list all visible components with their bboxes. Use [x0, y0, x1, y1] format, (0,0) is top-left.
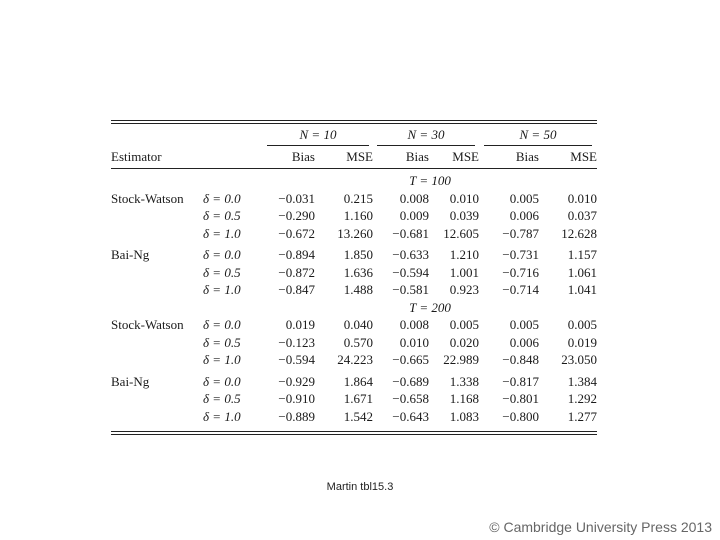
- mse-value: 1.488: [343, 282, 373, 297]
- bias-value: 0.009: [399, 208, 429, 223]
- table-header: [111, 124, 597, 169]
- table-row: [111, 264, 597, 282]
- delta-label: δ = 1.0: [203, 282, 241, 297]
- group-label-n10: N = 10: [267, 125, 368, 146]
- bias-value: −0.787: [502, 225, 539, 241]
- estimator-name: Bai-Ng: [111, 373, 150, 389]
- mse-value: 0.020: [449, 334, 479, 350]
- bias-value: −0.658: [392, 391, 429, 406]
- mse-value: 0.923: [449, 282, 479, 297]
- delta-label: δ = 0.5: [203, 208, 241, 223]
- delta-label: δ = 0.5: [203, 334, 241, 350]
- delta-label: δ = 0.0: [203, 317, 241, 332]
- bias-value: −0.817: [502, 373, 539, 389]
- mse-value: 0.010: [449, 190, 479, 206]
- table-row: [111, 408, 597, 426]
- estimator-name: Stock-Watson: [111, 190, 184, 206]
- estimator-header: Estimator: [111, 149, 162, 164]
- bias-value: −0.889: [278, 408, 315, 424]
- table-row: [111, 390, 597, 408]
- mse-value: 0.215: [343, 190, 373, 206]
- mse-value: 1.061: [567, 264, 597, 280]
- bias-header: Bias: [405, 149, 429, 164]
- table-body: [111, 169, 597, 426]
- bias-value: −0.633: [392, 247, 429, 262]
- table-row: [111, 246, 597, 264]
- table-bottom-rule: [111, 431, 597, 435]
- estimator-cell-empty: [111, 225, 203, 243]
- mse-value: 1.210: [449, 247, 479, 262]
- bias-value: −0.681: [392, 225, 429, 241]
- mse-value: 1.338: [449, 373, 479, 389]
- group-label-n50: N = 50: [484, 125, 593, 146]
- mse-value: 12.628: [561, 225, 597, 241]
- mse-value: 0.005: [567, 317, 597, 332]
- bias-value: −0.031: [278, 190, 315, 206]
- mse-value: 0.039: [449, 208, 479, 223]
- results-table: [111, 124, 597, 425]
- estimator-name: Stock-Watson: [111, 317, 184, 332]
- bias-value: −0.594: [392, 264, 429, 280]
- bias-value: −0.123: [278, 334, 315, 350]
- delta-label: δ = 1.0: [203, 352, 241, 367]
- copyright-notice: © Cambridge University Press 2013: [489, 519, 712, 535]
- mse-value: 1.001: [449, 264, 479, 280]
- section-label: T = 200: [409, 299, 451, 315]
- bias-value: −0.594: [278, 352, 315, 367]
- mse-value: 1.041: [567, 282, 597, 297]
- estimator-cell-empty: [111, 281, 203, 299]
- bias-value: −0.665: [392, 352, 429, 367]
- bias-header: Bias: [515, 149, 539, 164]
- mse-value: 1.384: [567, 373, 597, 389]
- mse-value: 22.989: [443, 352, 479, 367]
- bias-value: −0.872: [278, 264, 315, 280]
- mse-value: 0.005: [449, 317, 479, 332]
- table-row: [111, 373, 597, 391]
- estimator-cell-empty: [111, 207, 203, 225]
- estimator-cell-empty: [111, 390, 203, 408]
- bias-value: −0.894: [278, 247, 315, 262]
- mse-value: 1.168: [449, 391, 479, 406]
- bias-value: 0.005: [509, 317, 539, 332]
- table-row: [111, 190, 597, 208]
- mse-value: 1.864: [343, 373, 373, 389]
- mse-value: 24.223: [337, 352, 373, 367]
- mse-value: 1.636: [343, 264, 373, 280]
- mse-header: MSE: [452, 149, 479, 164]
- bias-value: −0.801: [502, 391, 539, 406]
- mse-value: 12.605: [443, 225, 479, 241]
- mse-value: 1.083: [449, 408, 479, 424]
- estimator-cell-empty: [111, 264, 203, 282]
- group-label-n30: N = 30: [377, 125, 475, 146]
- bias-value: 0.006: [509, 334, 539, 350]
- mse-value: 1.157: [567, 247, 597, 262]
- bias-value: 0.006: [509, 208, 539, 223]
- delta-label: δ = 0.0: [203, 373, 241, 389]
- bias-value: −0.929: [278, 373, 315, 389]
- bias-value: −0.714: [502, 282, 539, 297]
- mse-value: 1.292: [567, 391, 597, 406]
- column-header-row: [111, 146, 597, 169]
- bias-value: −0.848: [502, 352, 539, 367]
- bias-value: −0.731: [502, 247, 539, 262]
- bias-value: −0.689: [392, 373, 429, 389]
- delta-label: δ = 0.0: [203, 190, 241, 206]
- bias-value: −0.672: [278, 225, 315, 241]
- delta-label: δ = 0.0: [203, 247, 241, 262]
- mse-value: 0.570: [343, 334, 373, 350]
- table-row: [111, 316, 597, 334]
- table-row: [111, 351, 597, 369]
- section-header-row: [111, 299, 597, 317]
- bias-value: 0.008: [399, 190, 429, 206]
- bias-value: 0.010: [399, 334, 429, 350]
- estimator-cell-empty: [111, 408, 203, 426]
- table-row: [111, 225, 597, 243]
- mse-header: MSE: [570, 149, 597, 164]
- bias-value: −0.800: [502, 408, 539, 424]
- bias-value: 0.005: [509, 190, 539, 206]
- table-row: [111, 334, 597, 352]
- delta-label: δ = 1.0: [203, 408, 241, 424]
- estimator-cell-empty: [111, 334, 203, 352]
- mse-header: MSE: [346, 149, 373, 164]
- bias-value: −0.910: [278, 391, 315, 406]
- estimator-name: Bai-Ng: [111, 247, 150, 262]
- mse-value: 23.050: [561, 352, 597, 367]
- bias-value: −0.581: [392, 282, 429, 297]
- section-header-row: [111, 172, 597, 190]
- mse-value: 0.010: [567, 190, 597, 206]
- table-row: [111, 207, 597, 225]
- mse-value: 0.037: [567, 208, 597, 223]
- table-caption: Martin tbl15.3: [326, 481, 394, 493]
- bias-header: Bias: [291, 149, 315, 164]
- mse-value: 1.850: [343, 247, 373, 262]
- bias-value: −0.290: [278, 208, 315, 223]
- mse-value: 1.160: [343, 208, 373, 223]
- mse-value: 13.260: [337, 225, 373, 241]
- estimator-cell-empty: [111, 351, 203, 369]
- delta-label: δ = 1.0: [203, 225, 241, 241]
- group-header-row: [111, 124, 597, 146]
- bias-value: −0.716: [502, 264, 539, 280]
- results-table-container: [111, 120, 597, 435]
- delta-label: δ = 0.5: [203, 264, 241, 280]
- bias-value: −0.847: [278, 282, 315, 297]
- section-label: T = 100: [409, 173, 451, 188]
- bias-value: 0.008: [399, 317, 429, 332]
- table-row: [111, 281, 597, 299]
- mse-value: 1.277: [567, 408, 597, 424]
- bias-value: 0.019: [285, 317, 315, 332]
- mse-value: 0.019: [567, 334, 597, 350]
- mse-value: 1.671: [343, 391, 373, 406]
- mse-value: 0.040: [343, 317, 373, 332]
- mse-value: 1.542: [343, 408, 373, 424]
- bias-value: −0.643: [392, 408, 429, 424]
- delta-label: δ = 0.5: [203, 391, 241, 406]
